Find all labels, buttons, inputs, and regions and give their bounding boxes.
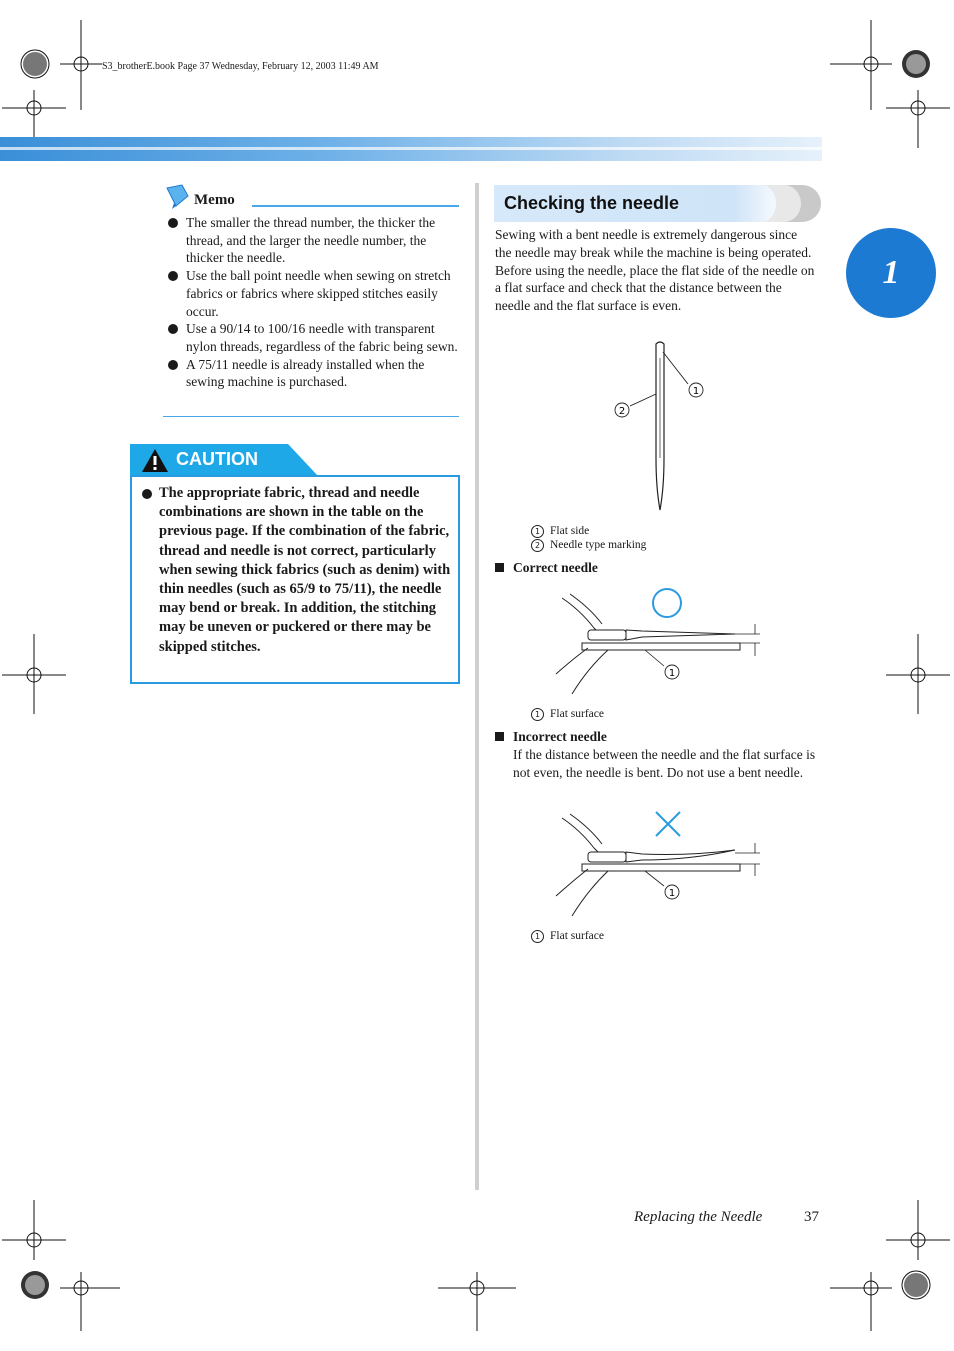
bullet-icon [168,324,178,334]
square-bullet-icon [495,732,504,741]
callout-1-number: 1 [668,668,676,679]
book-info: S3_brotherE.book Page 37 Wednesday, February 12, 2003 11:49 AM [102,61,379,72]
needle-illustration [600,338,720,518]
body-paragraph: Before using the needle, place the flat side of the needle on a flat surface and check that the distance between the needle and the flat surface is even. [495,262,815,314]
incorrect-needle-description: If the distance between the needle and the flat surface is not even, the needle is bent. Do not use a bent needle. [513,747,816,780]
callout-number: 2 [531,539,544,552]
caution-tab [130,444,318,476]
caption-text: Flat side [550,525,590,537]
needle-caption-2 [531,538,646,552]
memo-list [166,214,458,391]
footer-section-name: Replacing the Needle [634,1209,763,1225]
memo-item [166,214,458,267]
memo-item-text: Use the ball point needle when sewing on stretch fabrics or fabrics where skipped stitches easily occur. [186,268,451,319]
callout-number: 1 [531,708,544,721]
correct-caption [531,707,604,721]
incorrect-needle-illustration [550,808,770,920]
heading-text: Correct needle [513,560,598,575]
caption-text: Needle type marking [550,539,647,551]
chapter-tab: 1 [846,228,936,318]
section-header [494,185,822,222]
memo-rule [252,205,459,207]
bullet-icon [142,489,152,499]
incorrect-needle-heading [495,729,607,745]
memo-bottom-rule [163,416,459,417]
callout-leader [630,394,656,406]
memo-item [166,267,458,320]
bullet-icon [168,360,178,370]
bullet-icon [168,218,178,228]
caution-label: CAUTION [176,449,258,469]
section-body [495,226,817,315]
memo-item-text: Use a 90/14 to 100/16 needle with transparent nylon threads, regardless of the fabric being sewn. [186,321,458,354]
callout-1-number: 1 [668,888,676,899]
memo-title: Memo [194,192,235,208]
page-number: 37 [804,1209,819,1225]
header-band-stripe [0,147,822,150]
memo-item-text: The smaller the thread number, the thicker the thread, and the larger the needle number, the thicker the needle. [186,215,436,266]
memo-item [166,320,458,355]
caution-text-block [141,484,465,657]
needle-caption-1 [531,524,589,538]
caption-text: Flat surface [550,930,604,942]
ok-circle-icon [653,589,681,617]
square-bullet-icon [495,563,504,572]
memo-item [166,356,458,391]
memo-item-text: A 75/11 needle is already installed when the sewing machine is purchased. [186,356,425,390]
callout-number: 1 [531,930,544,943]
caution-text: The appropriate fabric, thread and needle combinations are shown in the table on the previous page. If the combination of the fabric, thread and needle is not correct, particularly when sewing thick fabrics (such as denim) with thin needles (such as 65/9 to 75/11), the needle may bend or break. In addition, the stitching may be uneven or puckered or there may be skipped stitches. [159,485,451,655]
caution-box [130,475,460,684]
memo-header [164,184,459,210]
correct-needle-heading [495,560,598,576]
callout-2-number: 2 [618,406,626,417]
incorrect-caption [531,929,604,943]
body-paragraph: Sewing with a bent needle is extremely dangerous since the needle may break while the machine is being operated. [495,227,812,260]
callout-1-number: 1 [692,386,700,397]
column-divider [475,183,479,1190]
heading-text: Incorrect needle [513,729,607,744]
ng-cross-icon [656,812,680,836]
memo-icon [164,184,192,210]
bullet-icon [168,271,178,281]
caption-text: Flat surface [550,708,604,720]
correct-needle-illustration [550,584,770,702]
callout-leader [663,352,688,384]
callout-number: 1 [531,525,544,538]
section-title: Checking the needle [504,193,680,213]
